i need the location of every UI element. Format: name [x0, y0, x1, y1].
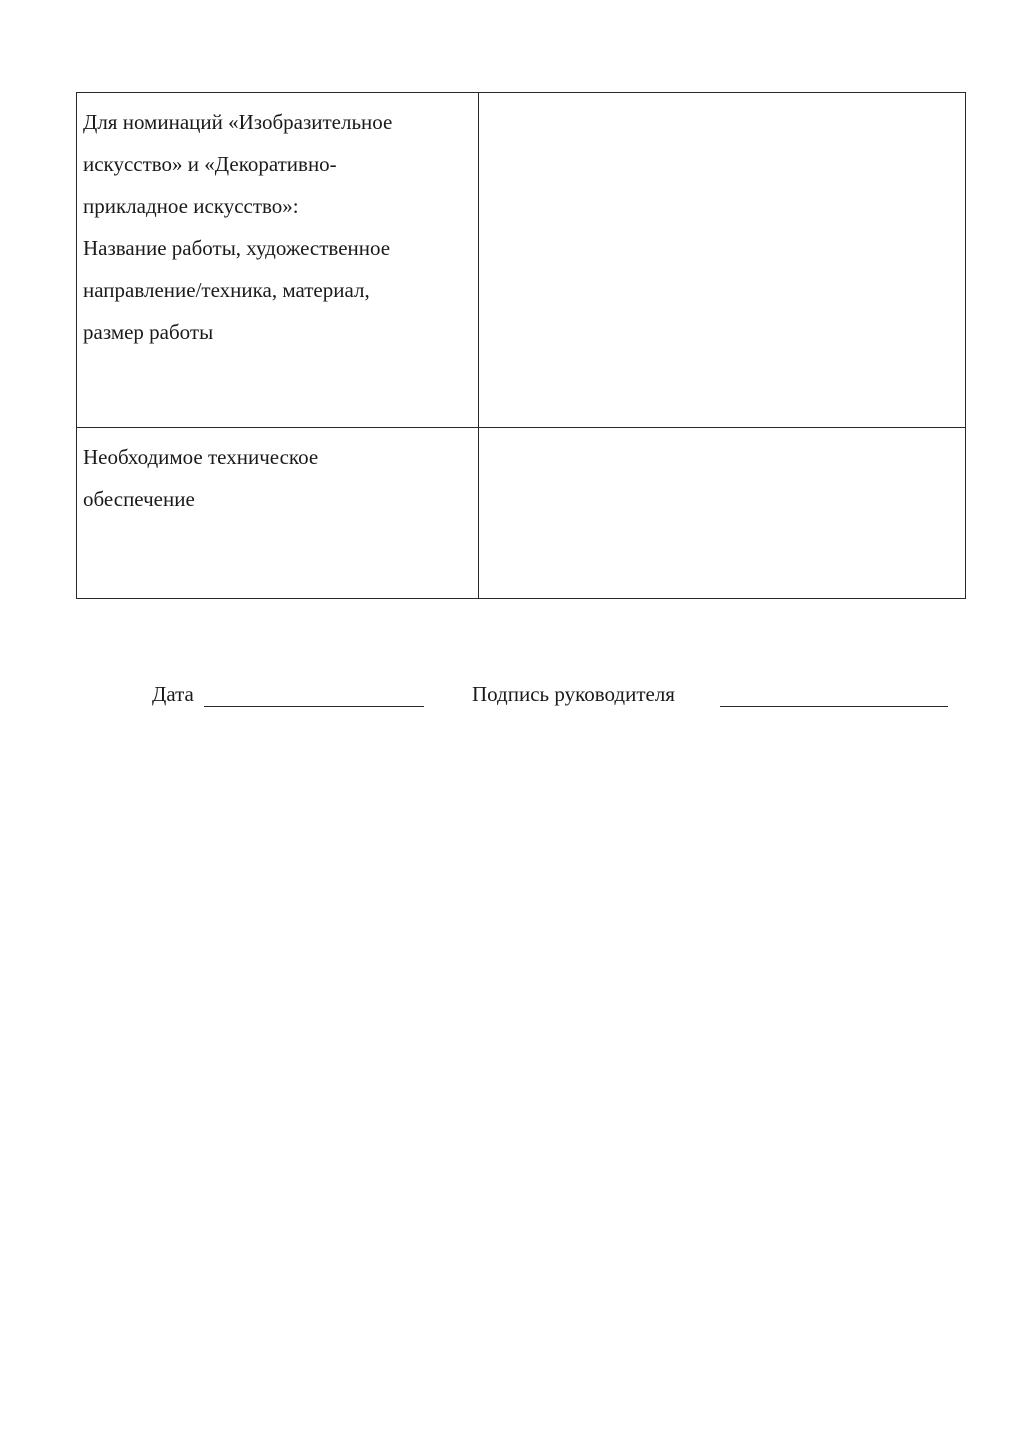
technical-support-label	[83, 436, 478, 520]
head-signature-field[interactable]	[720, 706, 948, 707]
date-label: Дата	[152, 682, 194, 706]
label-line: Необходимое техническое	[83, 445, 319, 469]
application-form-table	[76, 92, 966, 599]
label-line: прикладное искусство»:	[83, 194, 299, 218]
label-line: Название работы, художественное	[83, 236, 391, 260]
head-signature-label: Подпись руководителя	[472, 682, 675, 706]
label-line: размер работы	[83, 320, 214, 344]
nomination-details-label	[83, 101, 478, 353]
label-line: направление/техника, материал,	[83, 278, 370, 302]
label-line: Для номинаций «Изобразительное	[83, 110, 393, 134]
date-field[interactable]	[204, 706, 424, 707]
table-row-nomination-details	[77, 93, 966, 428]
value-cell-technical-support[interactable]	[479, 428, 966, 599]
value-cell-nomination-details[interactable]	[479, 93, 966, 428]
signature-row	[0, 678, 1024, 718]
label-line: искусство» и «Декоративно-	[83, 152, 337, 176]
label-cell-technical-support	[77, 428, 479, 599]
label-cell-nomination-details	[77, 93, 479, 428]
table-row-technical-support	[77, 428, 966, 599]
label-line: обеспечение	[83, 487, 195, 511]
